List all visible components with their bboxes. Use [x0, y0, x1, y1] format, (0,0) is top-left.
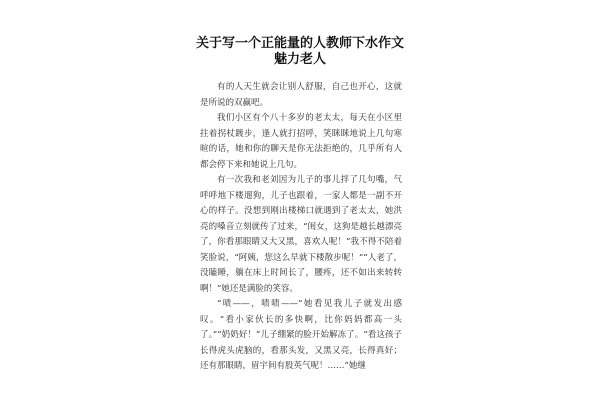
- paragraph-4: “啧——，啧啧——”她看见我儿子就发出感叹。“看小家伙长的多快啊，比你妈妈都高一头了。”“奶奶好！”儿子绷紧的脸开始解冻了。“看这孩子长得虎头虎脑的，看那头发，又黑又亮，长得真好；还有那眼睛，眉宇间有股英气呢！……”她继: [200, 299, 402, 371]
- paragraph-3: 有一次我和老刘因为儿子的事儿拌了几句嘴，气呼呼地下楼遛狗，儿子也跟着，一家人都是一副不开心的样子。没想到刚出楼梯口就遇到了老太太，她洪亮的嗓音立刻就传了过来，“闺女，这狗是越长越漂亮了，你看那眼睛又大又黑，喜欢人呢！”我不得不陪着笑脸说，“阿姨，您这么早就下楼散步呢！”“人老了，没瞌睡，躺在床上时间长了，腰疼，还不如出来转转啊！”她还是满脸的笑容。: [200, 175, 402, 294]
- paragraph-2: 我们小区有个八十多岁的老太太，每天在小区里拄着拐杖踱步，逢人就打招呼，笑眯眯地说上几句寒暄的话，她和你的聊天是你无法拒绝的，几乎所有人都会停下来和她说上几句。: [200, 113, 402, 170]
- paragraph-1: 有的人天生就会让别人舒服，自己也开心，这就是所说的双赢吧。: [200, 82, 402, 108]
- title-line-2: 魅力老人: [273, 52, 326, 67]
- article-title: [180, 36, 420, 68]
- title-line-1: 关于写一个正能量的人教师下水作文: [195, 36, 404, 51]
- article-body: [200, 80, 402, 375]
